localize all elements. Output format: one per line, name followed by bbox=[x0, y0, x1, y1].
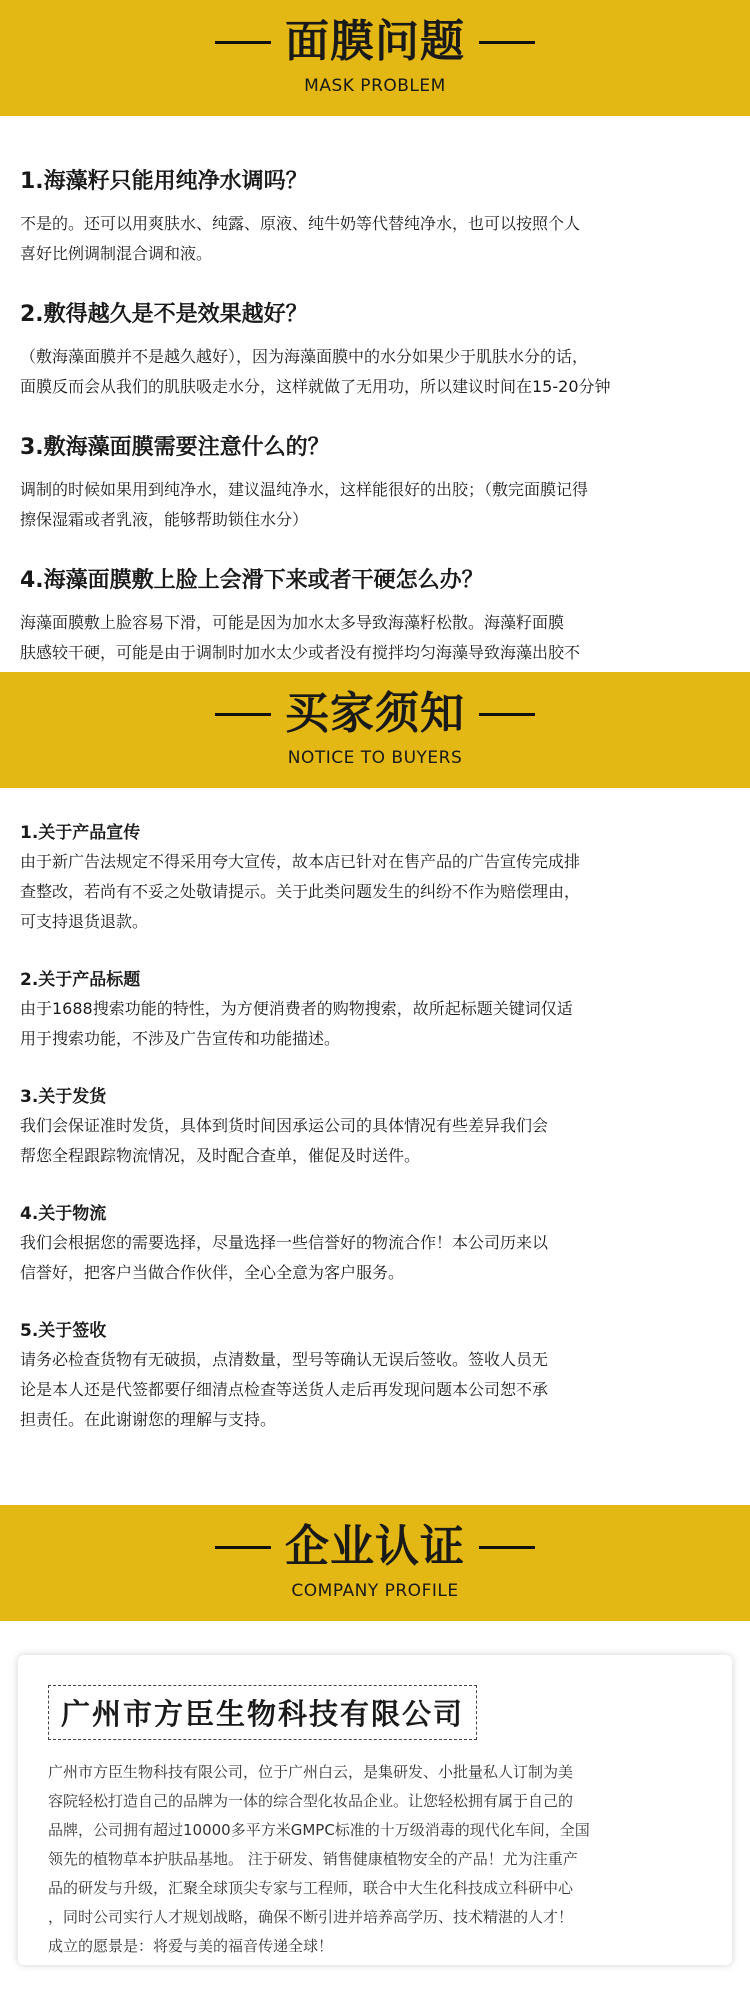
notice-item bbox=[20, 818, 730, 937]
notice-line: 由于新广告法规定不得采用夸大宣传，故本店已针对在售产品的广告宣传完成排 bbox=[20, 852, 581, 871]
company-section bbox=[0, 1621, 750, 1965]
section-header-notice-to-buyers bbox=[0, 672, 750, 788]
faq-answer-line: 海藻面膜敷上脸容易下滑，可能是因为加水太多导致海藻籽松散。海藻籽面膜 bbox=[20, 613, 565, 632]
notice-heading: 3.关于发货 bbox=[20, 1087, 107, 1107]
notice-line: 由于1688搜索功能的特性，为方便消费者的购物搜索，故所起标题关键词仅适 bbox=[20, 999, 573, 1018]
company-profile-line: 领先的植物草本护肤品基地。 注于研发、销售健康植物安全的产品！尤为注重产 bbox=[48, 1850, 578, 1868]
company-profile-line: 广州市方臣生物科技有限公司，位于广州白云，是集研发、小批量私人订制为美 bbox=[48, 1763, 574, 1781]
faq-answer-line: 面膜反而会从我们的肌肤吸走水分，这样就做了无用功，所以建议时间在15-20分钟 bbox=[20, 377, 611, 396]
notice-line: 查整改，若尚有不妥之处敬请提示。关于此类问题发生的纠纷不作为赔偿理由， bbox=[20, 882, 581, 901]
notice-line: 论是本人还是代签都要仔细清点检查等送货人走后再发现问题本公司恕不承 bbox=[20, 1380, 549, 1399]
notice-item bbox=[20, 1316, 730, 1435]
section-subtitle: MASK PROBLEM bbox=[304, 76, 446, 96]
faq-question: 1.海藻籽只能用纯净水调吗？ bbox=[20, 169, 308, 194]
faq-answer-line: 调制的时候如果用到纯净水，建议温纯净水，这样能很好的出胶；（敷完面膜记得 bbox=[20, 480, 589, 499]
faq-list bbox=[0, 116, 750, 672]
company-profile-line: 容院轻松打造自己的品牌为一体的综合型化妆品企业。让您轻松拥有属于自己的 bbox=[48, 1792, 574, 1810]
notice-line: 信誉好，把客户当做合作伙伴，全心全意为客户服务。 bbox=[20, 1263, 405, 1282]
section-title-row bbox=[201, 16, 549, 67]
notice-list bbox=[0, 788, 750, 1505]
title-line-right bbox=[479, 1546, 535, 1549]
section-title-row bbox=[201, 1521, 549, 1572]
faq-item bbox=[20, 430, 730, 535]
faq-question: 2.敷得越久是不是效果越好？ bbox=[20, 302, 308, 327]
notice-line: 请务必检查货物有无破损，点清数量，型号等确认无误后签收。签收人员无 bbox=[20, 1350, 549, 1369]
faq-answer-line: 擦保湿霜或者乳液，能够帮助锁住水分） bbox=[20, 510, 309, 529]
notice-line: 帮您全程跟踪物流情况，及时配合查单，催促及时送件。 bbox=[20, 1146, 421, 1165]
notice-line: 担责任。在此谢谢您的理解与支持。 bbox=[20, 1410, 277, 1429]
notice-line: 用于搜索功能，不涉及广告宣传和功能描述。 bbox=[20, 1029, 341, 1048]
section-header-company-profile bbox=[0, 1505, 750, 1621]
notice-body bbox=[20, 847, 730, 937]
company-profile-text bbox=[48, 1758, 702, 1961]
notice-body bbox=[20, 1111, 730, 1171]
title-line-right bbox=[479, 713, 535, 716]
faq-answer-line: 喜好比例调制混合调和液。 bbox=[20, 244, 213, 263]
section-title: 面膜问题 bbox=[285, 16, 465, 67]
company-profile-line: 品的研发与升级，汇聚全球顶尖专家与工程师，联合中大生化科技成立科研中心 bbox=[48, 1879, 574, 1897]
notice-item bbox=[20, 1199, 730, 1288]
notice-line: 我们会保证准时发货，具体到货时间因承运公司的具体情况有些差异我们会 bbox=[20, 1116, 549, 1135]
section-subtitle: COMPANY PROFILE bbox=[291, 1581, 459, 1601]
company-card bbox=[18, 1655, 732, 1965]
notice-body bbox=[20, 1345, 730, 1435]
section-header-mask-problem bbox=[0, 0, 750, 116]
section-title: 企业认证 bbox=[285, 1521, 465, 1572]
company-profile-line: 成立的愿景是：将爱与美的福音传递全球！ bbox=[48, 1937, 334, 1955]
faq-item bbox=[20, 297, 730, 402]
notice-line: 可支持退货退款。 bbox=[20, 912, 149, 931]
notice-heading: 4.关于物流 bbox=[20, 1204, 107, 1224]
section-title: 买家须知 bbox=[285, 688, 465, 739]
faq-answer bbox=[20, 475, 730, 535]
notice-body bbox=[20, 994, 730, 1054]
title-line-left bbox=[215, 41, 271, 44]
faq-answer bbox=[20, 342, 730, 402]
company-name: 广州市方臣生物科技有限公司 bbox=[48, 1685, 477, 1740]
faq-answer-line: （敷海藻面膜并不是越久越好），因为海藻面膜中的水分如果少于肌肤水分的话， bbox=[20, 347, 589, 366]
notice-heading: 5.关于签收 bbox=[20, 1321, 107, 1341]
title-line-left bbox=[215, 1546, 271, 1549]
section-subtitle: NOTICE TO BUYERS bbox=[287, 748, 463, 768]
faq-question: 3.敷海藻面膜需要注意什么的？ bbox=[20, 435, 330, 460]
company-profile-line: 品牌，公司拥有超过10000多平方米GMPC标准的十万级消毒的现代化车间，全国 bbox=[48, 1821, 590, 1839]
faq-answer-line: 不是的。还可以用爽肤水、纯露、原液、纯牛奶等代替纯净水，也可以按照个人 bbox=[20, 214, 581, 233]
notice-item bbox=[20, 1082, 730, 1171]
notice-item bbox=[20, 965, 730, 1054]
faq-answer bbox=[20, 209, 730, 269]
title-line-left bbox=[215, 713, 271, 716]
section-title-row bbox=[201, 688, 549, 739]
notice-body bbox=[20, 1228, 730, 1288]
notice-heading: 1.关于产品宣传 bbox=[20, 823, 141, 843]
faq-item bbox=[20, 164, 730, 269]
faq-question: 4.海藻面膜敷上脸上会滑下来或者干硬怎么办？ bbox=[20, 568, 484, 593]
title-line-right bbox=[479, 41, 535, 44]
faq-answer-line: 肤感较干硬，可能是由于调制时加水太少或者没有搅拌均匀海藻导致海藻出胶不 bbox=[20, 643, 581, 662]
notice-heading: 2.关于产品标题 bbox=[20, 970, 141, 990]
notice-line: 我们会根据您的需要选择，尽量选择一些信誉好的物流合作！本公司历来以 bbox=[20, 1233, 549, 1252]
company-profile-line: ，同时公司实行人才规划战略，确保不断引进并培养高学历、技术精湛的人才！ bbox=[48, 1908, 574, 1926]
